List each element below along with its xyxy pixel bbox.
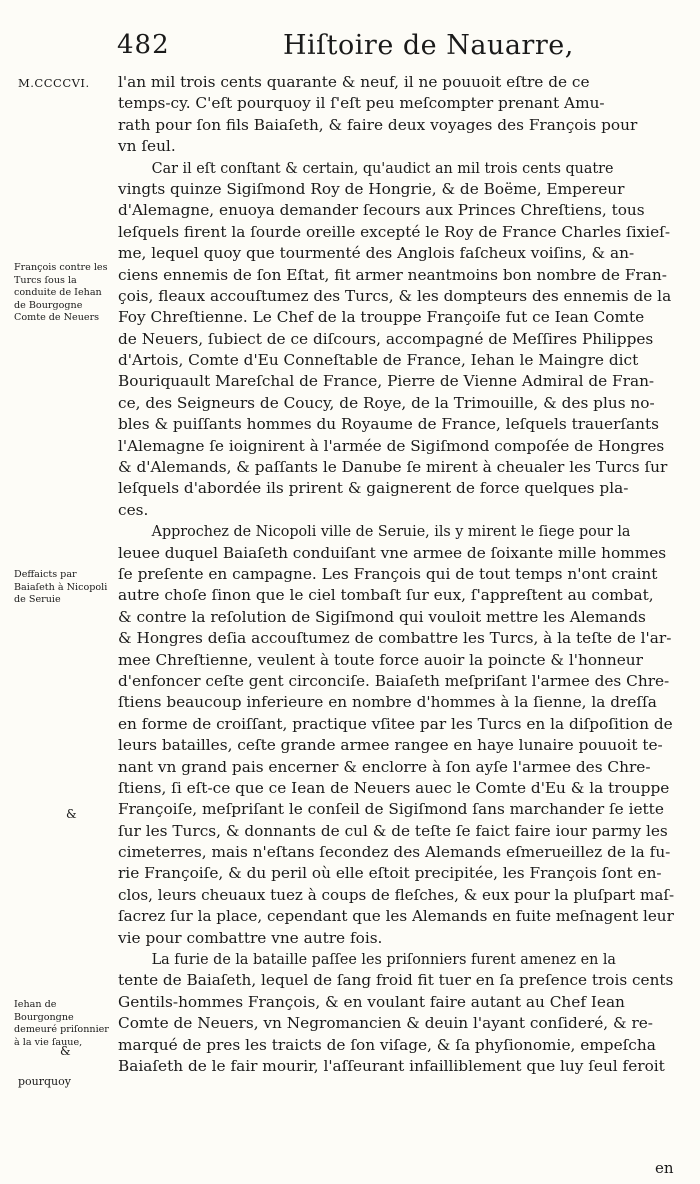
text-line: me, lequel quoy que tourmenté des Anglois faſcheux voiſins, & an- (118, 244, 635, 263)
text-line: clos, leurs cheuaux tuez à coups de fleſches, & eux pour la pluſpart maſ- (118, 885, 675, 904)
text-line: l'Alemagne ſe ioignirent à l'armée de Sigiſmond compoſée de Hongres (118, 436, 665, 455)
text-line: Car il eſt conſtant & certain, qu'audict an mil trois cents quatre (151, 158, 614, 177)
text-line: ſur les Turcs, & donnants de cul & de teſte ſe faict faire iour parmy les (118, 821, 668, 840)
margin-note-pourquoy: pourquoy (18, 1075, 71, 1088)
text-line: en forme de croiſſant, practique vſitee par les Turcs en la diſpoſition de (118, 714, 673, 733)
margin-ornament: & (66, 807, 77, 821)
text-line: leurs batailles, ceſte grande armee rangee en haye lunaire pouuoit te- (118, 736, 663, 755)
text-line: Baiaſeth de le fair mourir, l'aſſeurant infailliblement que luy ſeul feroit (118, 1056, 665, 1075)
text-line: leſquels d'abordée ils prirent & gaignerent de force quelques pla- (118, 479, 629, 498)
text-line: bles & puiſſants hommes du Royaume de France, leſquels trauerſants (118, 415, 660, 434)
text-line: l'an mil trois cents quarante & neuf, il ne pouuoit eſtre de ce (118, 73, 590, 91)
text-line: ſtiens, ſi eſt-ce que ce Iean de Neuers auec le Comte d'Eu & la trouppe (118, 778, 670, 797)
text-line: ſe preſente en campagne. Les François qui de tout temps n'ont craint (118, 564, 658, 583)
text-line: tente de Baiaſeth, lequel de ſang froid fit tuer en ſa preſence trois cents (118, 971, 674, 990)
text-line: d'Artois, Comte d'Eu Conneſtable de France, Iehan le Maingre dict (118, 351, 639, 370)
text-line: Approchez de Nicopoli ville de Seruie, ils y mirent le ſiege pour la (151, 522, 631, 541)
page-number: 482 (117, 30, 170, 60)
text-line: & d'Alemands, & paſſants le Danube ſe mirent à cheualer les Turcs ſur (118, 458, 668, 477)
catchword: en (655, 1159, 674, 1177)
text-line: de Neuers, ſubiect de ce diſcours, accompagné de Meſſires Philippes (118, 329, 654, 348)
text-line: ces. (118, 500, 149, 519)
text-line: & contre la reſolution de Sigiſmond qui vouloit mettre les Alemands (118, 607, 646, 626)
text-line: vingts quinze Sigiſmond Roy de Hongrie, & de Boëme, Empereur (118, 179, 625, 198)
text-line: La furie de la bataille paſſee les priſonniers furent amenez en la (151, 950, 616, 969)
text-line: vn ſeul. (118, 137, 176, 156)
text-line: vie pour combattre vne autre fois. (118, 928, 383, 947)
text-line: leuee duquel Baiaſeth conduiſant vne armee de ſoixante mille hommes (118, 543, 667, 562)
text-line: d'enfoncer ceſte gent circonciſe. Baiaſeth meſpriſant l'armee des Chre- (118, 671, 670, 690)
text-line: marqué de pres les traicts de ſon viſage, & ſa phyſionomie, empeſcha (118, 1035, 656, 1054)
text-line: cimeterres, mais n'eſtans ſecondez des Alemands eſmerueillez de la fu- (118, 843, 671, 862)
margin-year: M.CCCCVI. (18, 76, 90, 90)
text-line: ſacrez ſur la place, cependant que les Alemands en fuite meſnagent leur (118, 907, 674, 926)
text-line: Foy Chreſtienne. Le Chef de la trouppe Françoiſe fut ce Iean Comte (118, 308, 645, 327)
text-line: ciens ennemis de ſon Eſtat, fit armer neantmoins bon nombre de Fran- (118, 265, 667, 284)
margin-ornament-2: & (60, 1044, 71, 1058)
text-line: temps-cy. C'eſt pourquoy il ſ'eſt peu meſcompter prenant Amu- (118, 94, 605, 113)
margin-note-deffaicts: Deffaicts par Baiaſeth à Nicopoli de Seruie (14, 569, 108, 605)
text-line: Gentils-hommes François, & en voulant faire autant au Chef Iean (118, 992, 625, 1011)
text-line: autre choſe ſinon que le ciel tombaſt ſur eux, ſ'appreſtent au combat, (118, 586, 654, 605)
text-line: d'Alemagne, enuoya demander ſecours aux Princes Chreſtiens, tous (118, 201, 645, 220)
text-line: Françoiſe, meſpriſant le conſeil de Sigiſmond ſans marchander ſe iette (118, 800, 664, 819)
text-line: nant vn grand pais encerner & enclorre à ſon ayſe l'armee des Chre- (118, 757, 651, 776)
text-line: mee Chreſtienne, veulent à toute force auoir la poincte & l'honneur (118, 650, 643, 669)
text-line: Comte de Neuers, vn Negromancien & deuin l'ayant conſideré, & re- (118, 1014, 653, 1033)
margin-note-iehan: Iehan de Bourgongne demeuré priſonnier à la vie ſauue, (14, 999, 109, 1048)
text-line: ce, des Seigneurs de Coucy, de Roye, de la Trimouille, & des plus no- (118, 393, 655, 412)
body-text (118, 72, 674, 1077)
text-line: ſtiens beaucoup inferieure en nombre d'hommes à la ſienne, la dreſſa (118, 693, 657, 712)
text-line: leſquels firent la ſourde oreille excepté le Roy de France Charles ſixieſ- (118, 222, 671, 241)
text-line: çois, fleaux accouſtumez des Turcs, & les dompteurs des ennemis de la (118, 286, 672, 305)
margin-note-francois: François contre les Turcs ſous la conduite de Iehan de Bourgogne Comte de Neuers (14, 262, 108, 323)
text-line: rath pour ſon fils Baiaſeth, & faire deux voyages des François pour (118, 115, 638, 134)
text-line: rie Françoiſe, & du peril où elle eſtoit precipitée, les François ſont en- (118, 864, 662, 883)
text-line: Bouriquault Mareſchal de France, Pierre de Vienne Admiral de Fran- (118, 372, 655, 391)
text-line: & Hongres deſia accouſtumez de combattre les Turcs, à la teſte de l'ar- (118, 629, 672, 648)
running-title: Hiſtoire de Nauarre, (283, 30, 574, 61)
